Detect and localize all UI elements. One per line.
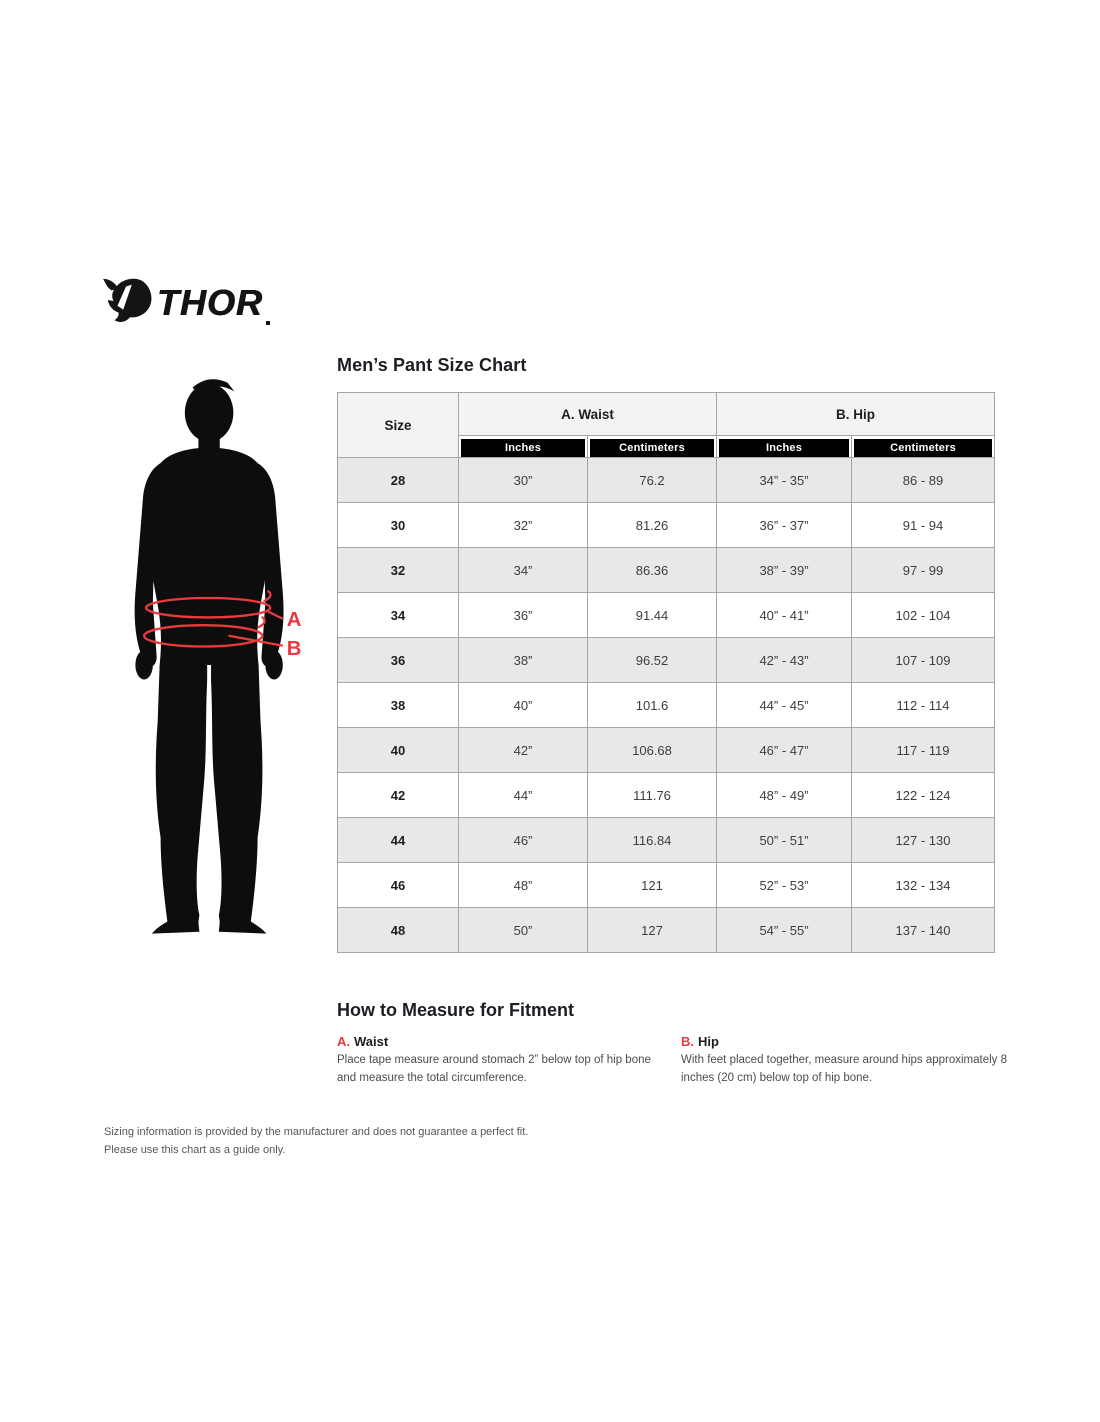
cell-size: 42 xyxy=(338,773,459,818)
cell-size: 48 xyxy=(338,908,459,953)
col-header-waist: A. Waist xyxy=(459,393,717,436)
cell-waist-inches: 30” xyxy=(459,458,588,503)
cell-size: 32 xyxy=(338,548,459,593)
cell-waist-inches: 44” xyxy=(459,773,588,818)
table-row xyxy=(338,593,995,638)
cell-hip-inches: 50” - 51” xyxy=(717,818,852,863)
cell-waist-cm: 86.36 xyxy=(588,548,717,593)
cell-size: 46 xyxy=(338,863,459,908)
cell-hip-inches: 52” - 53” xyxy=(717,863,852,908)
cell-waist-inches: 32” xyxy=(459,503,588,548)
cell-hip-inches: 54” - 55” xyxy=(717,908,852,953)
table-row xyxy=(338,818,995,863)
cell-hip-cm: 107 - 109 xyxy=(852,638,995,683)
male-silhouette xyxy=(135,379,284,933)
table-row xyxy=(338,863,995,908)
unit-header-hip-cm: Centimeters xyxy=(852,436,995,458)
cell-size: 30 xyxy=(338,503,459,548)
cell-waist-cm: 127 xyxy=(588,908,717,953)
measure-waist-description: Place tape measure around stomach 2” below top of hip bone and measure the total circumference. xyxy=(337,1054,651,1084)
cell-waist-cm: 76.2 xyxy=(588,458,717,503)
cell-hip-inches: 46” - 47” xyxy=(717,728,852,773)
measure-hip-heading xyxy=(681,1034,1016,1049)
measure-waist-prefix: A. xyxy=(337,1034,350,1049)
unit-header-hip-inches: Inches xyxy=(717,436,852,458)
measure-instruction-hip xyxy=(681,1034,1016,1088)
cell-hip-cm: 122 - 124 xyxy=(852,773,995,818)
disclaimer-line-1: Sizing information is provided by the manufacturer and does not guarantee a perfect fit. xyxy=(104,1126,529,1138)
cell-waist-inches: 36” xyxy=(459,593,588,638)
cell-hip-inches: 38” - 39” xyxy=(717,548,852,593)
table-row xyxy=(338,638,995,683)
table-row xyxy=(338,728,995,773)
cell-waist-inches: 34” xyxy=(459,548,588,593)
cell-size: 44 xyxy=(338,818,459,863)
cell-hip-cm: 102 - 104 xyxy=(852,593,995,638)
page-title: Men’s Pant Size Chart xyxy=(337,355,527,375)
cell-hip-cm: 91 - 94 xyxy=(852,503,995,548)
cell-waist-inches: 48” xyxy=(459,863,588,908)
hip-measure-curl xyxy=(259,617,265,627)
cell-hip-inches: 36” - 37” xyxy=(717,503,852,548)
cell-hip-inches: 34” - 35” xyxy=(717,458,852,503)
measure-waist-heading xyxy=(337,1034,672,1049)
table-row xyxy=(338,908,995,953)
cell-hip-cm: 86 - 89 xyxy=(852,458,995,503)
measurement-figure xyxy=(114,372,310,954)
cell-hip-inches: 40” - 41” xyxy=(717,593,852,638)
measure-waist-name: Waist xyxy=(354,1034,389,1049)
cell-waist-cm: 81.26 xyxy=(588,503,717,548)
cell-hip-cm: 117 - 119 xyxy=(852,728,995,773)
table-row xyxy=(338,683,995,728)
measure-hip-prefix: B. xyxy=(681,1034,694,1049)
col-header-size: Size xyxy=(338,393,459,458)
cell-waist-cm: 116.84 xyxy=(588,818,717,863)
table-row xyxy=(338,548,995,593)
brand-logo xyxy=(103,276,270,329)
cell-hip-cm: 127 - 130 xyxy=(852,818,995,863)
label-b: B xyxy=(286,638,302,661)
table-row xyxy=(338,458,995,503)
cell-hip-cm: 112 - 114 xyxy=(852,683,995,728)
label-a: A xyxy=(286,609,302,632)
table-row xyxy=(338,503,995,548)
measure-hip-name: Hip xyxy=(698,1034,719,1049)
cell-hip-inches: 48” - 49” xyxy=(717,773,852,818)
cell-waist-cm: 111.76 xyxy=(588,773,717,818)
measure-hip-description: With feet placed together, measure around hips approximately 8 inches (20 cm) below top of hip bone. xyxy=(681,1054,1008,1084)
cell-waist-inches: 38” xyxy=(459,638,588,683)
cell-waist-inches: 46” xyxy=(459,818,588,863)
cell-size: 38 xyxy=(338,683,459,728)
cell-hip-cm: 97 - 99 xyxy=(852,548,995,593)
cell-hip-inches: 42” - 43” xyxy=(717,638,852,683)
cell-waist-cm: 106.68 xyxy=(588,728,717,773)
col-header-hip: B. Hip xyxy=(717,393,995,436)
cell-waist-cm: 96.52 xyxy=(588,638,717,683)
size-chart-table xyxy=(337,392,995,953)
cell-size: 36 xyxy=(338,638,459,683)
cell-size: 34 xyxy=(338,593,459,638)
unit-header-waist-cm: Centimeters xyxy=(588,436,717,458)
cell-size: 28 xyxy=(338,458,459,503)
cell-hip-inches: 44” - 45” xyxy=(717,683,852,728)
cell-waist-cm: 101.6 xyxy=(588,683,717,728)
measure-instruction-waist xyxy=(337,1034,672,1088)
brand-wordmark: THOR xyxy=(157,281,263,323)
cell-waist-cm: 121 xyxy=(588,863,717,908)
unit-header-waist-inches: Inches xyxy=(459,436,588,458)
cell-hip-cm: 132 - 134 xyxy=(852,863,995,908)
cell-waist-inches: 50” xyxy=(459,908,588,953)
disclaimer-line-2: Please use this chart as a guide only. xyxy=(104,1143,286,1156)
cell-hip-cm: 137 - 140 xyxy=(852,908,995,953)
how-to-measure-title: How to Measure for Fitment xyxy=(337,1000,575,1020)
cell-waist-inches: 40” xyxy=(459,683,588,728)
logo-trademark-dot xyxy=(266,321,270,325)
thor-helmet-icon xyxy=(103,276,153,329)
cell-waist-cm: 91.44 xyxy=(588,593,717,638)
cell-waist-inches: 42” xyxy=(459,728,588,773)
sizing-disclaimer xyxy=(104,1124,528,1159)
table-row xyxy=(338,773,995,818)
cell-size: 40 xyxy=(338,728,459,773)
